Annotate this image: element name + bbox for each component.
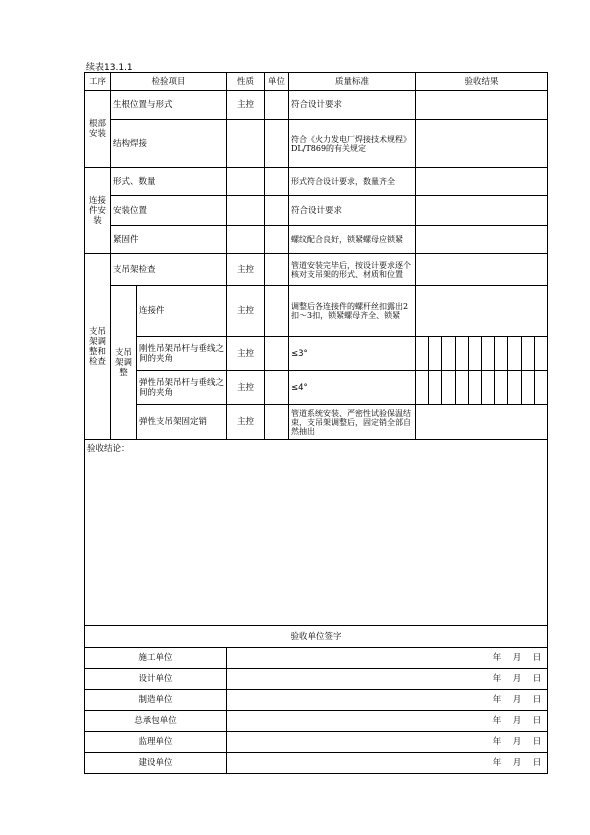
sign-date[interactable] [227,732,548,753]
day-label: 日 [532,674,542,684]
row-unit [265,226,289,254]
group-root: 根部安装 [85,91,111,168]
row-standard: 管道系统安装、严密性试验保温结束，支吊架调整后，固定销全部自然抽出 [289,405,416,440]
row-item: 连接件 [137,286,227,337]
group-sub-adjust: 支吊架调整 [111,286,137,440]
header-unit: 单位 [265,73,289,91]
row-standard: 符合设计要求 [289,91,416,120]
header-process: 工序 [85,73,111,91]
row-standard: 形式符合设计要求，数量齐全 [289,168,416,196]
row-nature: 主控 [227,286,265,337]
day-label: 日 [532,737,542,747]
row-unit [265,337,289,371]
row-nature: 主控 [227,91,265,120]
month-label: 月 [512,737,522,747]
row-result[interactable] [416,168,548,196]
header-result: 验收结果 [416,73,548,91]
unit-label: 建设单位 [85,753,227,774]
sign-date[interactable] [227,669,548,690]
row-nature [227,226,265,254]
day-label: 日 [532,695,542,705]
row-nature [227,168,265,196]
year-label: 年 [492,653,502,663]
conclusion-label[interactable]: 验收结论： [85,440,548,626]
header-item: 检验项目 [111,73,227,91]
year-label: 年 [492,695,502,705]
row-item: 形式、数量 [111,168,227,196]
row-item: 生根位置与形式 [111,91,227,120]
unit-label: 制造单位 [85,690,227,711]
row-unit [265,168,289,196]
row-unit [265,91,289,120]
row-standard: 管道安装完毕后，按设计要求逐个核对支吊架的形式、材质和位置 [289,254,416,286]
year-label: 年 [492,758,502,768]
row-unit [265,196,289,226]
table-title: 续表13.1.1 [86,63,133,73]
unit-label: 总承包单位 [85,711,227,732]
group-adjust: 支吊架调整和检查 [85,254,111,440]
group-connection: 连接件安装 [85,168,111,254]
row-unit [265,371,289,405]
row-standard: 调整后各连接件的螺杆丝扣露出2扣～3扣，锁紧螺母齐全、锁紧 [289,286,416,337]
row-unit [265,405,289,440]
month-label: 月 [512,674,522,684]
header-standard: 质量标准 [289,73,416,91]
row-item: 紧固件 [111,226,227,254]
month-label: 月 [512,716,522,726]
row-nature [227,120,265,168]
row-standard: ≤3° [289,337,416,371]
day-label: 日 [532,758,542,768]
row-item: 弹性支吊架固定销 [137,405,227,440]
sign-date[interactable] [227,753,548,774]
row-result[interactable] [416,226,548,254]
row-result[interactable] [416,254,548,286]
year-label: 年 [492,716,502,726]
row-result-grid[interactable] [416,371,548,405]
row-result[interactable] [416,405,548,440]
row-standard: 符合《火力发电厂焊接技术规程》DL/T869的有关规定 [289,120,416,168]
sign-date[interactable] [227,648,548,669]
row-standard: 螺纹配合良好，锁紧螺母应锁紧 [289,226,416,254]
row-nature: 主控 [227,405,265,440]
row-item: 安装位置 [111,196,227,226]
row-item: 结构焊接 [111,120,227,168]
row-unit [265,120,289,168]
row-nature: 主控 [227,254,265,286]
year-label: 年 [492,737,502,747]
row-item: 刚性吊架吊杆与垂线之间的夹角 [137,337,227,371]
row-nature [227,196,265,226]
day-label: 日 [532,653,542,663]
row-item: 支吊架检查 [111,254,227,286]
row-result[interactable] [416,91,548,120]
row-nature: 主控 [227,337,265,371]
row-result[interactable] [416,120,548,168]
sign-title: 验收单位签字 [85,626,548,648]
inspection-table [84,72,548,774]
row-result[interactable] [416,196,548,226]
year-label: 年 [492,674,502,684]
unit-label: 监理单位 [85,732,227,753]
unit-label: 施工单位 [85,648,227,669]
month-label: 月 [512,695,522,705]
row-standard: ≤4° [289,371,416,405]
row-standard: 符合设计要求 [289,196,416,226]
row-unit [265,286,289,337]
row-unit [265,254,289,286]
month-label: 月 [512,653,522,663]
row-nature: 主控 [227,371,265,405]
row-result-grid[interactable] [416,337,548,371]
sign-date[interactable] [227,711,548,732]
sign-date[interactable] [227,690,548,711]
row-item: 弹性吊架吊杆与垂线之间的夹角 [137,371,227,405]
day-label: 日 [532,716,542,726]
unit-label: 设计单位 [85,669,227,690]
row-result[interactable] [416,286,548,337]
header-nature: 性质 [227,73,265,91]
month-label: 月 [512,758,522,768]
